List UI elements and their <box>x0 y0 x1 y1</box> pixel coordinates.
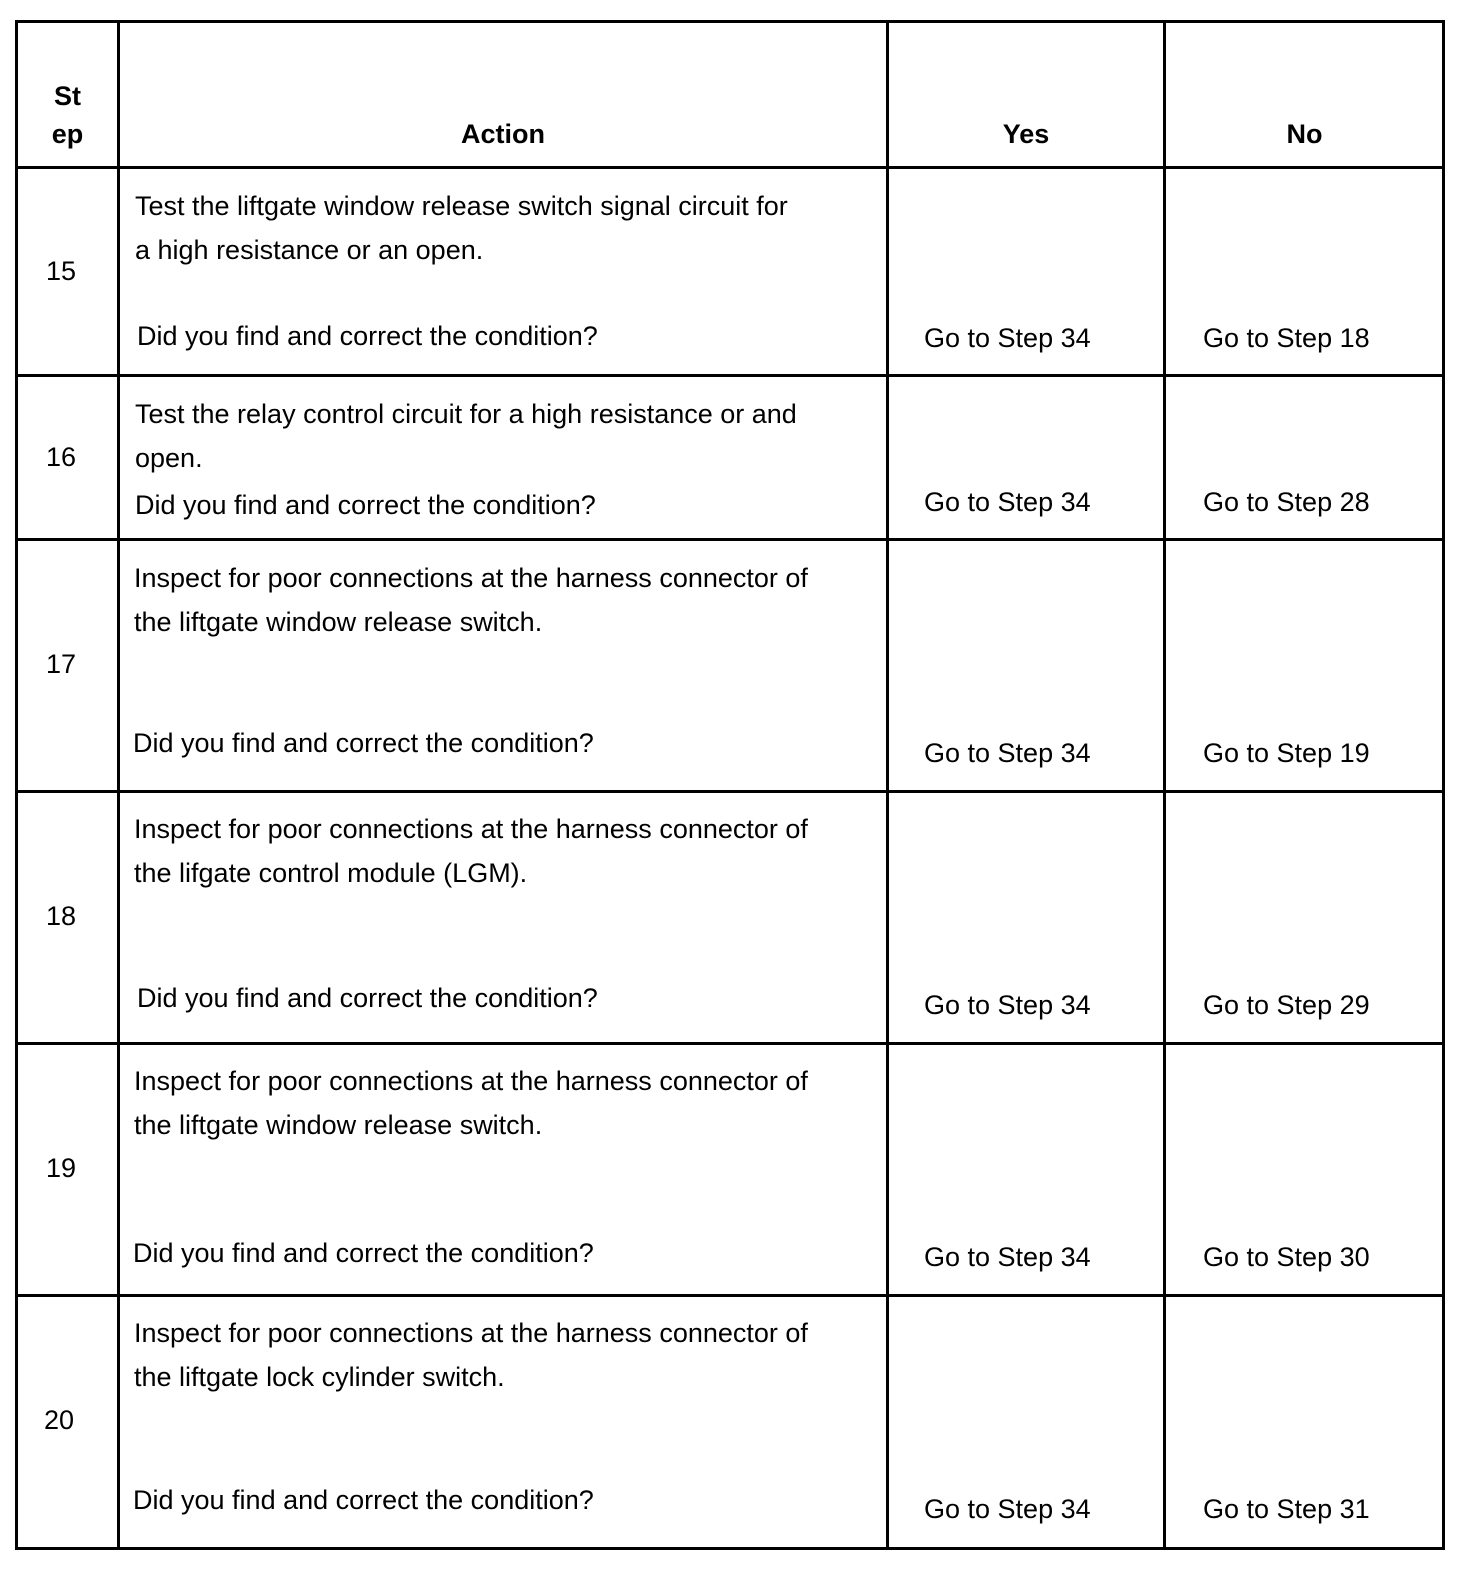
no-result: Go to Step 29 <box>1203 990 1370 1020</box>
row-divider <box>18 374 1442 377</box>
header-step <box>18 77 117 153</box>
action-text: open. <box>135 443 203 473</box>
header-action: Action <box>461 119 545 149</box>
action-question: Did you find and correct the condition? <box>133 1238 594 1268</box>
column-divider <box>886 23 889 1547</box>
action-text: the liftgate window release switch. <box>134 607 543 637</box>
column-divider <box>1163 23 1166 1547</box>
row-divider <box>18 1294 1442 1297</box>
step-number: 15 <box>46 256 77 286</box>
header-step-line1: St <box>54 81 81 111</box>
yes-result: Go to Step 34 <box>924 738 1091 768</box>
action-text: Test the relay control circuit for a high resistance or and <box>135 399 797 429</box>
no-result: Go to Step 18 <box>1203 323 1370 353</box>
diagnostic-table <box>15 20 1445 1550</box>
action-question: Did you find and correct the condition? <box>137 983 598 1013</box>
action-text: Inspect for poor connections at the harness connector of <box>134 563 808 593</box>
action-question: Did you find and correct the condition? <box>135 490 596 520</box>
step-number: 18 <box>46 901 77 931</box>
action-question: Did you find and correct the condition? <box>133 1485 594 1515</box>
row-divider <box>18 166 1442 169</box>
step-number: 19 <box>46 1153 77 1183</box>
action-text: the lifgate control module (LGM). <box>134 858 528 888</box>
action-text: a high resistance or an open. <box>135 235 484 265</box>
step-number: 20 <box>44 1405 75 1435</box>
row-divider <box>18 1042 1442 1045</box>
action-text: Inspect for poor connections at the harness connector of <box>134 1318 808 1348</box>
column-divider <box>117 23 120 1547</box>
no-result: Go to Step 31 <box>1203 1494 1370 1524</box>
yes-result: Go to Step 34 <box>924 323 1091 353</box>
no-result: Go to Step 19 <box>1203 738 1370 768</box>
yes-result: Go to Step 34 <box>924 1242 1091 1272</box>
yes-result: Go to Step 34 <box>924 990 1091 1020</box>
no-result: Go to Step 30 <box>1203 1242 1370 1272</box>
row-divider <box>18 790 1442 793</box>
step-number: 16 <box>46 442 77 472</box>
no-result: Go to Step 28 <box>1203 487 1370 517</box>
yes-result: Go to Step 34 <box>924 1494 1091 1524</box>
row-divider <box>18 538 1442 541</box>
header-step-line2: ep <box>51 119 84 149</box>
action-text: Inspect for poor connections at the harness connector of <box>134 814 808 844</box>
step-number: 17 <box>46 649 77 679</box>
action-question: Did you find and correct the condition? <box>133 728 594 758</box>
action-text: the liftgate window release switch. <box>134 1110 543 1140</box>
yes-result: Go to Step 34 <box>924 487 1091 517</box>
header-yes: Yes <box>1002 119 1050 149</box>
action-text: Inspect for poor connections at the harness connector of <box>134 1066 808 1096</box>
header-no: No <box>1286 119 1323 149</box>
action-text: Test the liftgate window release switch signal circuit for <box>135 191 788 221</box>
action-question: Did you find and correct the condition? <box>137 321 598 351</box>
action-text: the liftgate lock cylinder switch. <box>134 1362 505 1392</box>
